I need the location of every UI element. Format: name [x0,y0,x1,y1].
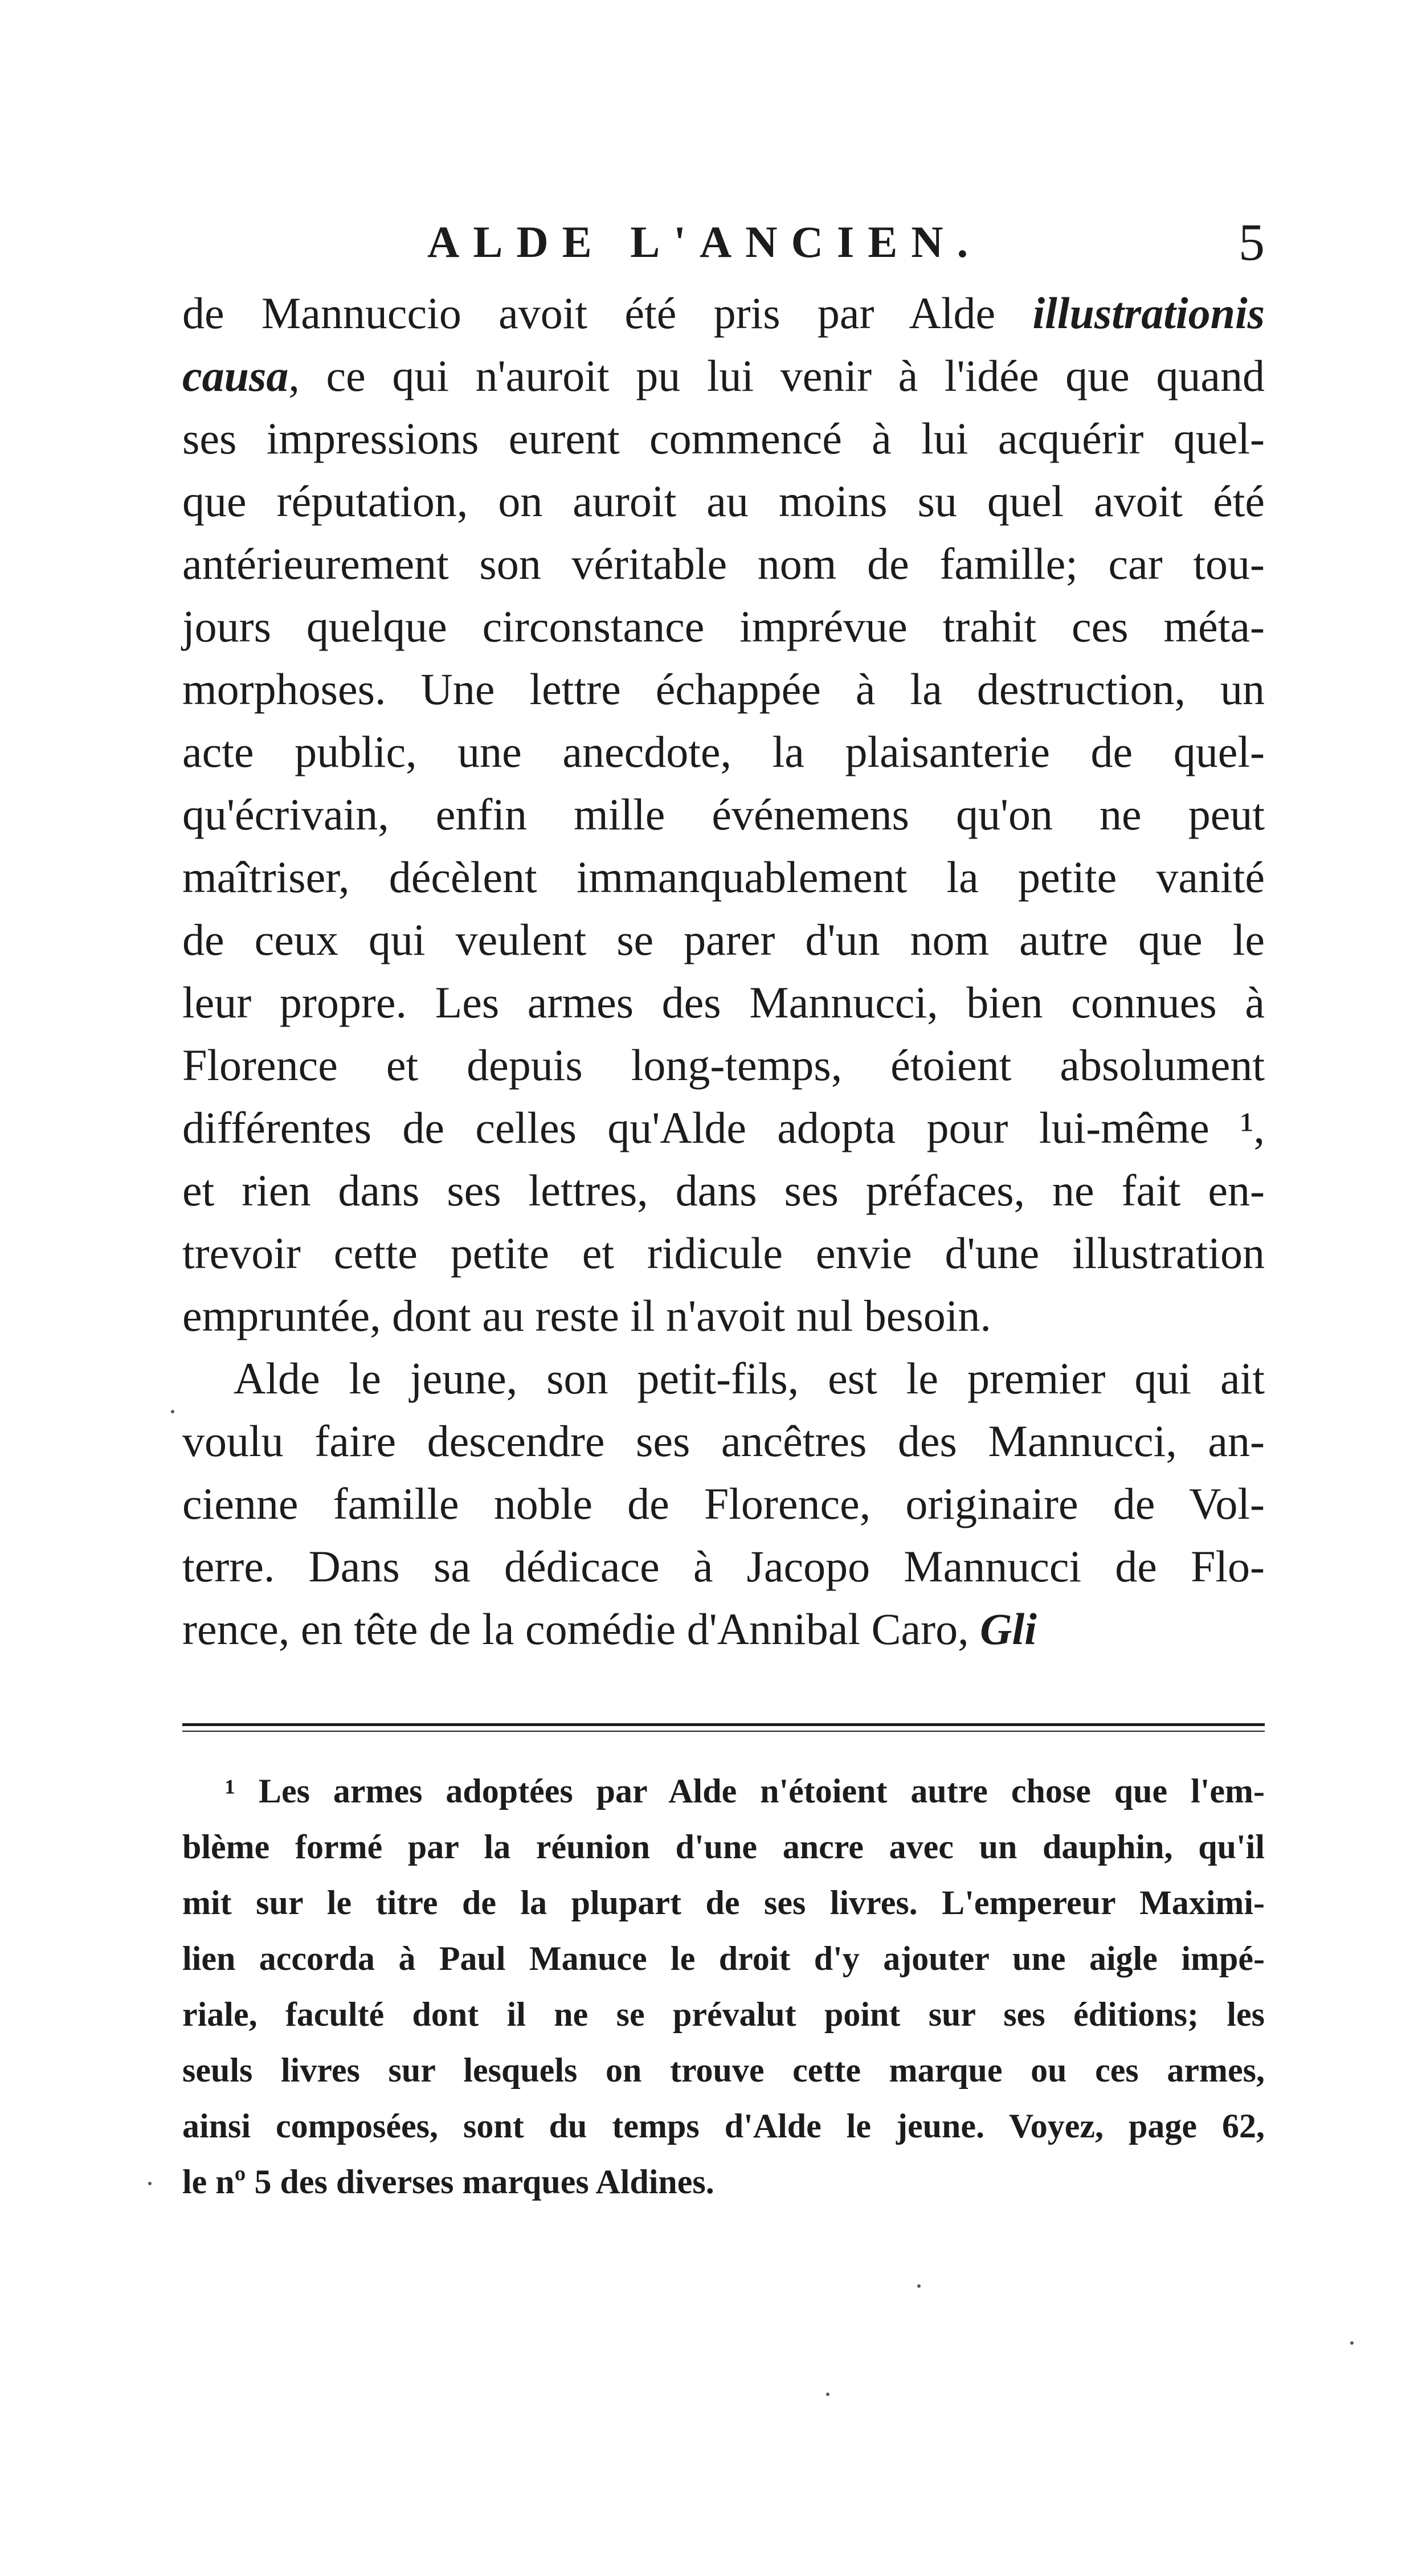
text-segment: rence, en tête de la comédie d'Annibal Caro, [182,1604,980,1654]
text-line [182,846,1265,909]
italic-text-segment: causa [182,351,289,400]
text-segment: morphoses. Une lettre échappée à la destruction, un [182,664,1265,714]
text-segment: de ceux qui veulent se parer d'un nom autre que le [182,915,1265,964]
text-segment: différentes de celles qu'Alde adopta pour lui-même ¹, [182,1103,1265,1152]
text-segment: Florence et depuis long-temps, étoient absolument [182,1040,1265,1090]
text-line [182,1034,1265,1097]
text-segment: trevoir cette petite et ridicule envie d'une illustration [182,1228,1265,1278]
text-line [182,1535,1265,1598]
text-line [182,1222,1265,1285]
text-segment: acte public, une anecdote, la plaisanterie de quel- [182,727,1265,776]
text-line [182,971,1265,1034]
text-line [182,595,1265,658]
text-line [182,1097,1265,1159]
text-segment: que réputation, on auroit au moins su quel avoit été [182,476,1265,526]
text-line [182,721,1265,783]
text-line [182,658,1265,721]
text-segment: voulu faire descendre ses ancêtres des Mannucci, an- [182,1416,1265,1466]
text-line [182,909,1265,971]
text-segment: de Mannuccio avoit été pris par Alde [182,288,1033,338]
footnote-line: ¹ Les armes adoptées par Alde n'étoient autre chose que l'em- [225,1772,1265,1810]
text-segment: et rien dans ses lettres, dans ses préfaces, ne fait en- [182,1166,1265,1215]
text-line [182,533,1265,595]
text-line [182,1410,1265,1473]
text-line [182,783,1265,846]
footnote-rule [182,1723,1265,1726]
page-number: 5 [1239,213,1265,271]
text-line [182,1598,1265,1661]
text-line [182,1347,1265,1410]
text-line [182,407,1265,470]
text-segment: , ce qui n'auroit pu lui venir à l'idée que quand [288,351,1265,400]
text-segment: jours quelque circonstance imprévue trahit ces méta- [182,602,1265,651]
print-speck [171,1410,174,1413]
text-segment: maîtriser, décèlent immanquablement la petite vanité [182,852,1265,902]
text-segment: terre. Dans sa dédicace à Jacopo Mannucci de Flo- [182,1541,1265,1591]
footnote-line: ainsi composées, sont du temps d'Alde le jeune. Voyez, page 62, [182,2107,1265,2145]
text-segment: ses impressions eurent commencé à lui acquérir quel- [182,414,1265,463]
italic-text-segment: illustrationis [1032,288,1265,338]
print-speck [1350,2341,1354,2345]
text-line [182,345,1265,407]
text-segment: empruntée, dont au reste il n'avoit nul besoin. [182,1291,991,1340]
text-segment: antérieurement son véritable nom de famille; car tou- [182,539,1265,588]
text-line [182,1473,1265,1535]
footnote-rule-thin [182,1731,1265,1732]
footnote-line: le nº 5 des diverses marques Aldines. [182,2163,714,2201]
text-segment: qu'écrivain, enfin mille événemens qu'on ne peut [182,790,1265,839]
text-segment: Alde le jeune, son petit-fils, est le premier qui ait [234,1354,1265,1403]
print-speck [148,2182,152,2185]
footnote-line: mit sur le titre de la plupart de ses livres. L'empereur Maximi- [182,1884,1265,1921]
footnote-line: seuls livres sur lesquels on trouve cette marque ou ces armes, [182,2051,1265,2089]
text-line [182,1159,1265,1222]
text-line [182,1285,1265,1347]
print-speck [826,2393,829,2396]
running-title: ALDE L'ANCIEN. [427,217,982,267]
text-line [182,470,1265,533]
footnote-line: blème formé par la réunion d'une ancre avec un dauphin, qu'il [182,1828,1265,1866]
footnote [182,1763,1265,2210]
main-text [182,282,1265,1661]
text-segment: cienne famille noble de Florence, originaire de Vol- [182,1479,1265,1528]
text-segment: leur propre. Les armes des Mannucci, bien connues à [182,978,1265,1027]
text-line [182,282,1265,345]
footnote-line: lien accorda à Paul Manuce le droit d'y ajouter une aigle impé- [182,1940,1265,1977]
running-head [182,211,1265,273]
italic-text-segment: Gli [980,1604,1037,1654]
footnote-line: riale, faculté dont il ne se prévalut point sur ses éditions; les [182,1996,1265,2033]
print-speck [917,2284,921,2288]
